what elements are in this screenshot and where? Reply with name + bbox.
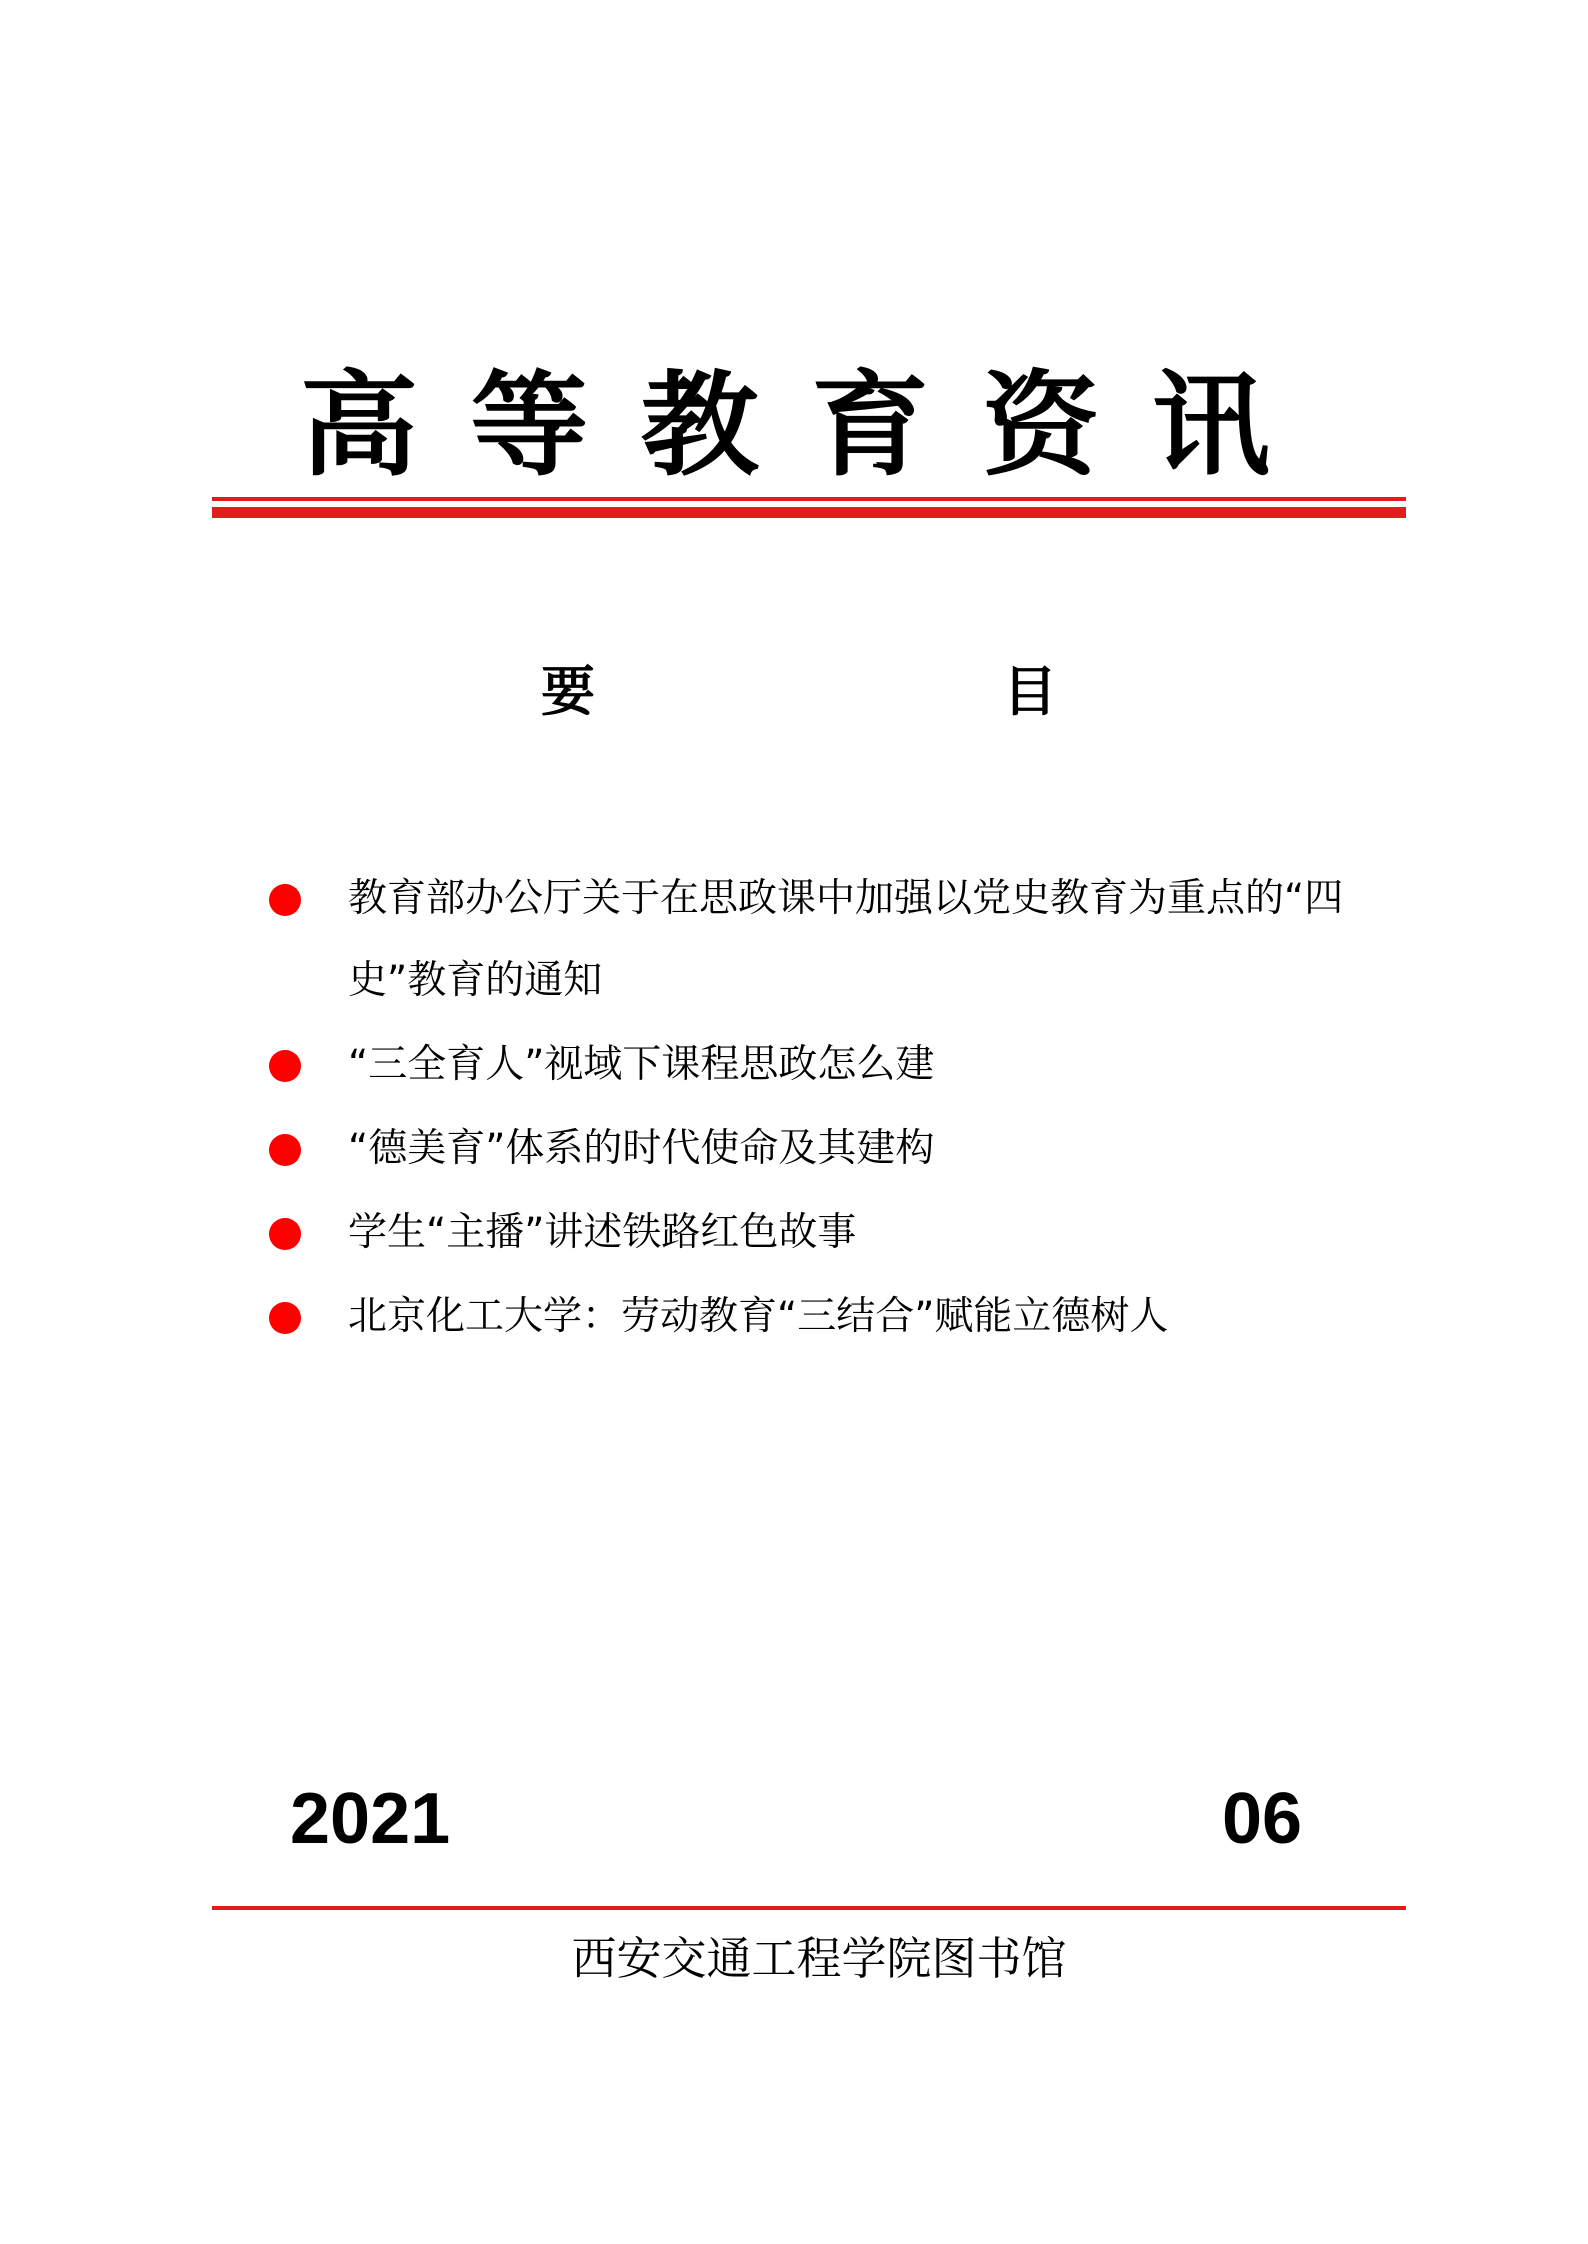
masthead-char: 讯 <box>1151 357 1270 492</box>
toc-item <box>262 1108 1442 1190</box>
toc-item-text: 学生“主播”讲述铁路红色故事 <box>348 1210 857 1255</box>
masthead-char: 等 <box>470 357 589 492</box>
bullet-icon <box>269 1134 301 1166</box>
issue-year: 2021 <box>290 1779 451 1859</box>
publisher-name: 西安交通工程学院图书馆 <box>571 1932 1067 1985</box>
bullet-icon <box>269 1050 301 1082</box>
toc-item <box>262 858 1442 1022</box>
masthead-divider-thin <box>212 497 1406 501</box>
toc-item-text: “德美育”体系的时代使命及其建构 <box>348 1126 935 1171</box>
toc-item <box>262 1024 1442 1106</box>
masthead-title <box>210 350 1330 500</box>
toc-item <box>262 1276 1442 1358</box>
masthead-char: 高 <box>300 357 419 492</box>
masthead-char: 资 <box>981 357 1100 492</box>
table-of-contents <box>262 858 1442 1360</box>
contents-heading: 要 目 <box>541 659 1157 723</box>
issue-number: 06 <box>1222 1779 1303 1859</box>
masthead-char: 教 <box>640 357 759 492</box>
masthead-divider-thick <box>212 507 1406 518</box>
footer-divider <box>212 1906 1406 1910</box>
masthead-char: 育 <box>811 357 930 492</box>
toc-item <box>262 1192 1442 1274</box>
toc-item-text: 教育部办公厅关于在思政课中加强以党史教育为重点的“四史”教育的通知 <box>348 876 1344 1003</box>
toc-item-text: 北京化工大学：劳动教育“三结合”赋能立德树人 <box>348 1294 1169 1339</box>
bullet-icon <box>269 884 301 916</box>
bullet-icon <box>269 1218 301 1250</box>
toc-item-text: “三全育人”视域下课程思政怎么建 <box>348 1042 935 1087</box>
bullet-icon <box>269 1302 301 1334</box>
